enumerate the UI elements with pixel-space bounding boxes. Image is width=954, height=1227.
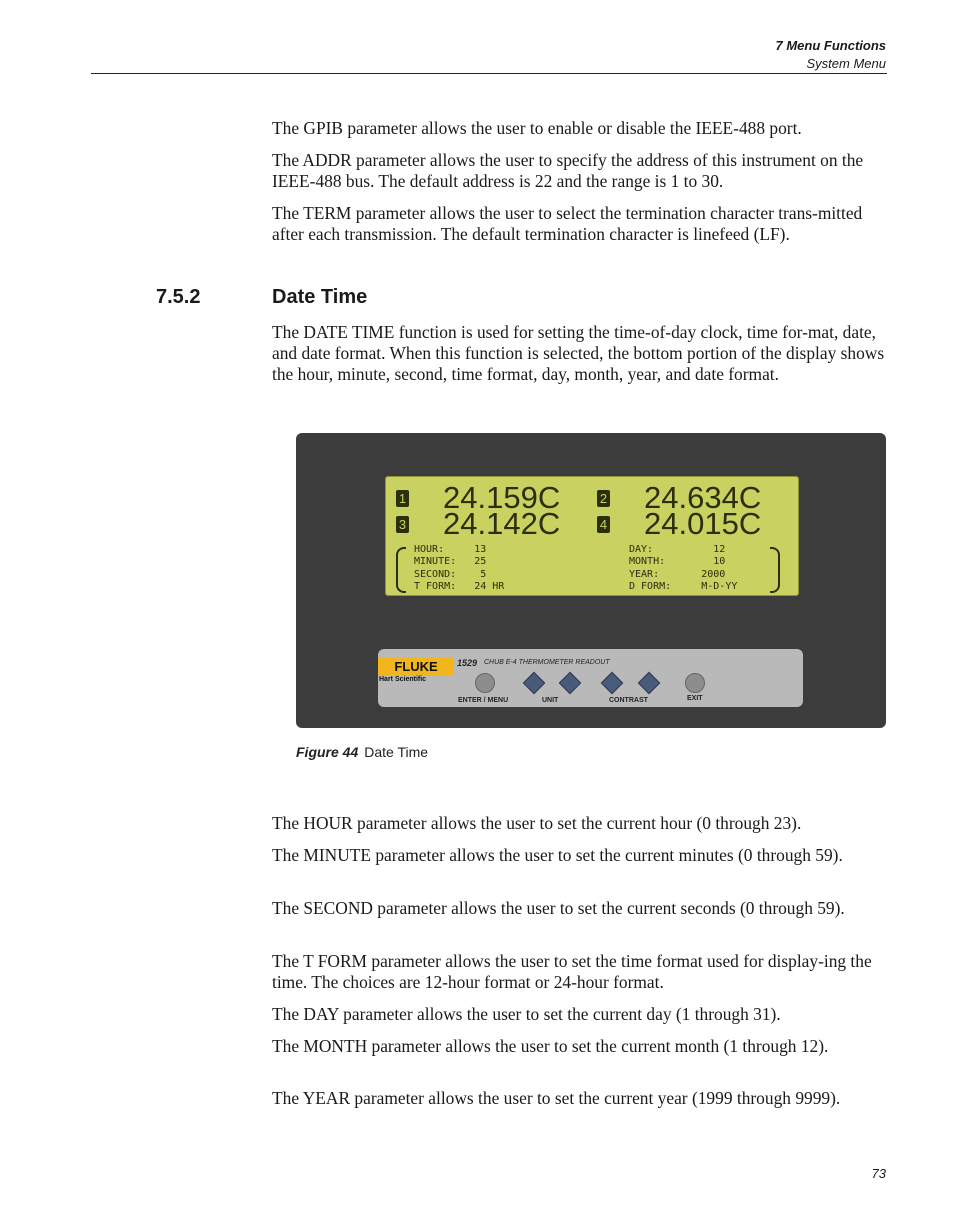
hart-scientific-logo: Hart Scientific — [379, 676, 427, 683]
paragraph-hour: The HOUR parameter allows the user to set the current hour (0 through 23). — [272, 813, 802, 833]
param-t-form: T FORM: 24 HR — [414, 581, 505, 592]
unit-label: UNIT — [542, 697, 559, 704]
paragraph-gpib: The GPIB parameter allows the user to enable or disable the IEEE-488 port. — [272, 118, 802, 138]
paragraph-year: The YEAR parameter allows the user to set the current year (1999 through 9999). — [272, 1088, 841, 1108]
section-title: Date Time — [272, 286, 368, 308]
channel-4-value: 24.015C — [644, 506, 762, 541]
unit-left-button[interactable] — [523, 672, 546, 695]
enter-menu-label: ENTER / MENU — [458, 697, 509, 704]
model-number: 1529 — [457, 658, 478, 668]
param-d-form: D FORM: M-D-YY — [629, 581, 738, 592]
param-month: MONTH: 10 — [629, 556, 726, 567]
section-body: The DATE TIME function is used for setting the time-of-day clock, time for-mat, date, and date format. When this function is selected, the bottom portion of the display shows the hour, minute, second, time format, day, month, year, and date format. — [272, 322, 885, 384]
model-description: CHUB E-4 THERMOMETER READOUT — [484, 659, 610, 666]
right-bracket — [770, 547, 780, 593]
param-minute: MINUTE: 25 — [414, 556, 487, 567]
param-year: YEAR: 2000 — [629, 569, 726, 580]
paragraph-minute: The MINUTE parameter allows the user to set the current minutes (0 through 59). — [272, 845, 843, 865]
unit-right-button[interactable] — [559, 672, 582, 695]
enter-menu-button[interactable] — [475, 673, 495, 693]
reading-channel-3 — [396, 506, 561, 541]
reading-channel-4 — [597, 506, 762, 541]
header-rule — [91, 73, 887, 74]
paragraph-second: The SECOND parameter allows the user to set the current seconds (0 through 59). — [272, 898, 845, 918]
channel-3-value: 24.142C — [443, 506, 561, 541]
param-day: DAY: 12 — [629, 544, 726, 555]
instrument-figure — [296, 433, 886, 728]
channel-3-badge: 3 — [396, 516, 409, 533]
exit-button[interactable] — [685, 673, 705, 693]
figure-caption-text: Date Time — [364, 744, 429, 760]
fluke-logo: FLUKE — [378, 658, 454, 676]
channel-2-badge: 2 — [597, 490, 610, 507]
contrast-left-button[interactable] — [601, 672, 624, 695]
channel-4-badge: 4 — [597, 516, 610, 533]
header-section: System Menu — [806, 56, 886, 71]
paragraph-term: The TERM parameter allows the user to select the termination character trans-mitted after each transmission. The default termination character is linefeed (LF). — [272, 203, 863, 244]
paragraph-month: The MONTH parameter allows the user to set the current month (1 through 12). — [272, 1036, 829, 1056]
section-number: 7.5.2 — [156, 286, 201, 308]
channel-1-value: 24.159C — [443, 480, 561, 515]
figure-caption-label: Figure 44 — [296, 744, 359, 760]
contrast-right-button[interactable] — [638, 672, 661, 695]
front-panel — [378, 649, 803, 707]
figure-caption — [296, 744, 428, 760]
paragraph-day: The DAY parameter allows the user to set the current day (1 through 31). — [272, 1004, 781, 1024]
paragraph-t-form: The T FORM parameter allows the user to set the time format used for display-ing the time. The choices are 12-hour format or 24-hour format. — [272, 951, 872, 992]
lcd-display — [385, 476, 799, 596]
left-bracket — [396, 547, 406, 593]
page-number: 73 — [871, 1166, 886, 1181]
param-second: SECOND: 5 — [414, 569, 487, 580]
channel-1-badge: 1 — [396, 490, 409, 507]
header-chapter: 7 Menu Functions — [775, 38, 886, 53]
param-hour: HOUR: 13 — [414, 544, 487, 555]
paragraph-addr: The ADDR parameter allows the user to specify the address of this instrument on the IEEE-488 bus. The default address is 22 and the range is 1 to 30. — [272, 150, 864, 191]
channel-2-value: 24.634C — [644, 480, 762, 515]
contrast-label: CONTRAST — [609, 697, 648, 704]
exit-label: EXIT — [687, 695, 703, 702]
